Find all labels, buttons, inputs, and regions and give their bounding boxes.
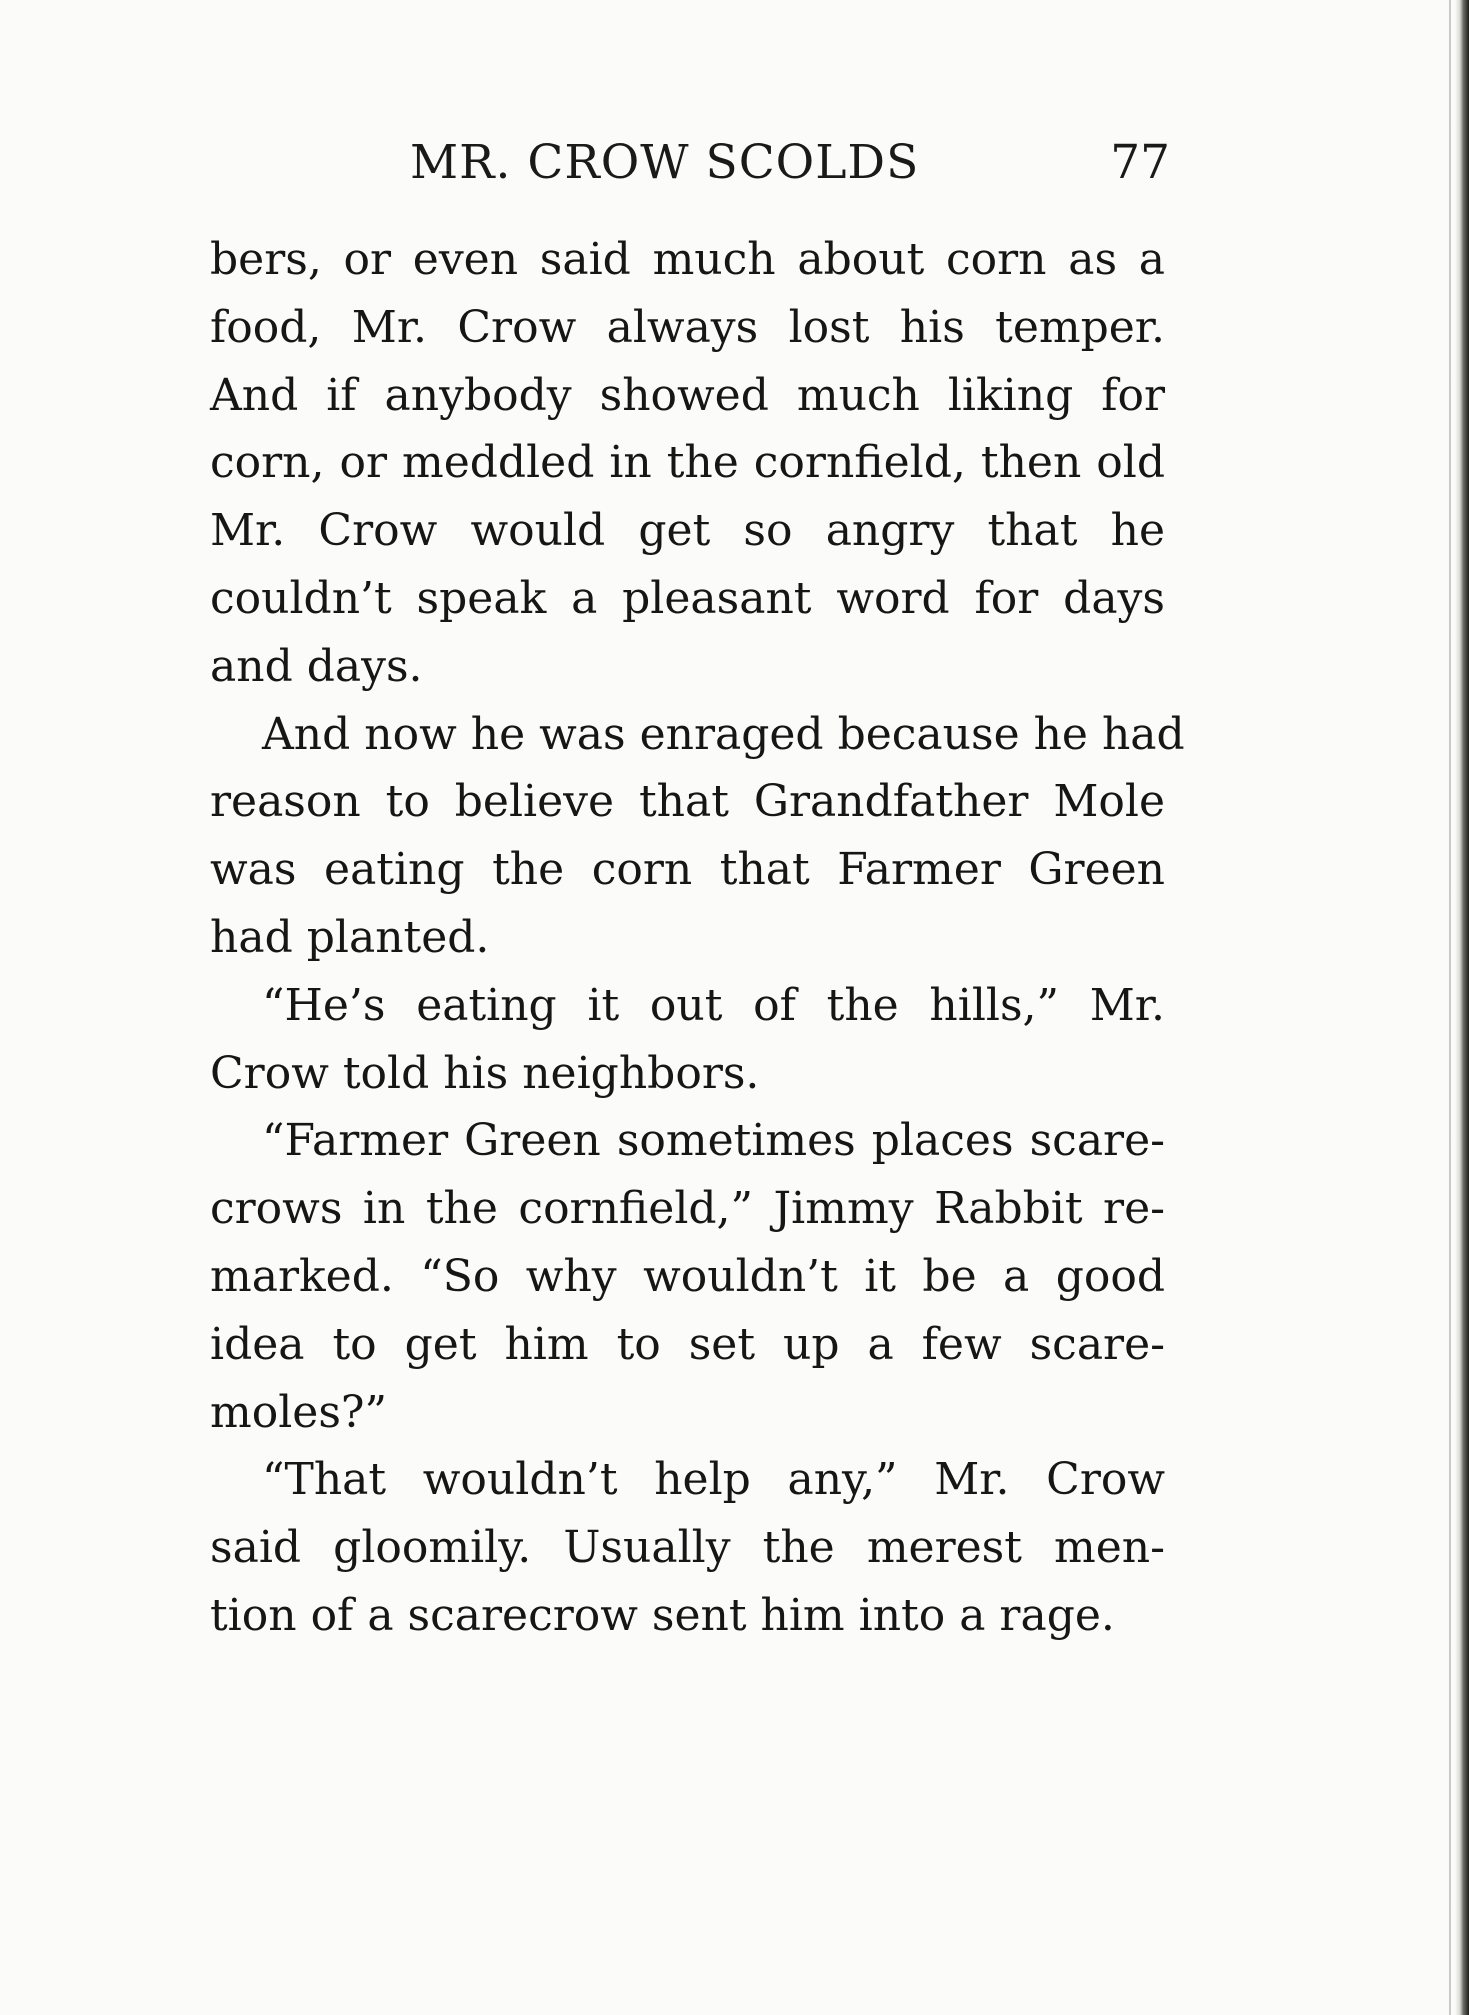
text-line: food, Mr. Crow always lost his temper.: [210, 301, 1165, 353]
paragraph-2: [210, 701, 1185, 972]
text-line: moles?”: [210, 1386, 387, 1438]
text-line: and days.: [210, 640, 423, 692]
text-line: “He’s eating it out of the hills,” Mr.: [262, 979, 1165, 1031]
text-line: bers, or even said much about corn as a: [210, 234, 1165, 285]
running-head: [410, 128, 1170, 198]
book-spine-shadow: [1455, 0, 1469, 2015]
text-line: said gloomily. Usually the merest men-: [210, 1522, 1165, 1574]
paragraph-1: [210, 226, 1165, 701]
text-line: couldn’t speak a pleasant word for days: [210, 572, 1165, 624]
paragraph-5: [210, 1446, 1165, 1649]
text-line: Crow told his neighbors.: [210, 1047, 760, 1099]
text-line: “That wouldn’t help any,” Mr. Crow: [262, 1454, 1165, 1506]
text-line: “Farmer Green sometimes places scare-: [262, 1115, 1165, 1167]
text-line: crows in the cornfield,” Jimmy Rabbit re-: [210, 1183, 1165, 1235]
text-line: idea to get him to set up a few scare-: [210, 1318, 1165, 1370]
chapter-title: MR. CROW SCOLDS: [410, 135, 920, 190]
text-line: corn, or meddled in the cornfield, then old: [210, 437, 1165, 489]
text-line: was eating the corn that Farmer Green: [210, 844, 1165, 896]
text-line: tion of a scarecrow sent him into a rage.: [210, 1589, 1115, 1641]
text-line: Mr. Crow would get so angry that he: [210, 505, 1165, 557]
text-line: reason to believe that Grandfather Mole: [210, 776, 1165, 828]
text-line: had planted.: [210, 911, 490, 963]
text-line: marked. “So why wouldn’t it be a good: [210, 1250, 1165, 1302]
paragraph-3: [210, 972, 1165, 1108]
text-line: And if anybody showed much liking for: [210, 369, 1165, 421]
paragraph-4: [210, 1107, 1165, 1446]
body-text: [210, 226, 1185, 1650]
page-edge-line: [1449, 0, 1451, 2015]
page-number: 77: [1110, 135, 1170, 190]
text-line: And now he was enraged because he had: [262, 708, 1185, 760]
